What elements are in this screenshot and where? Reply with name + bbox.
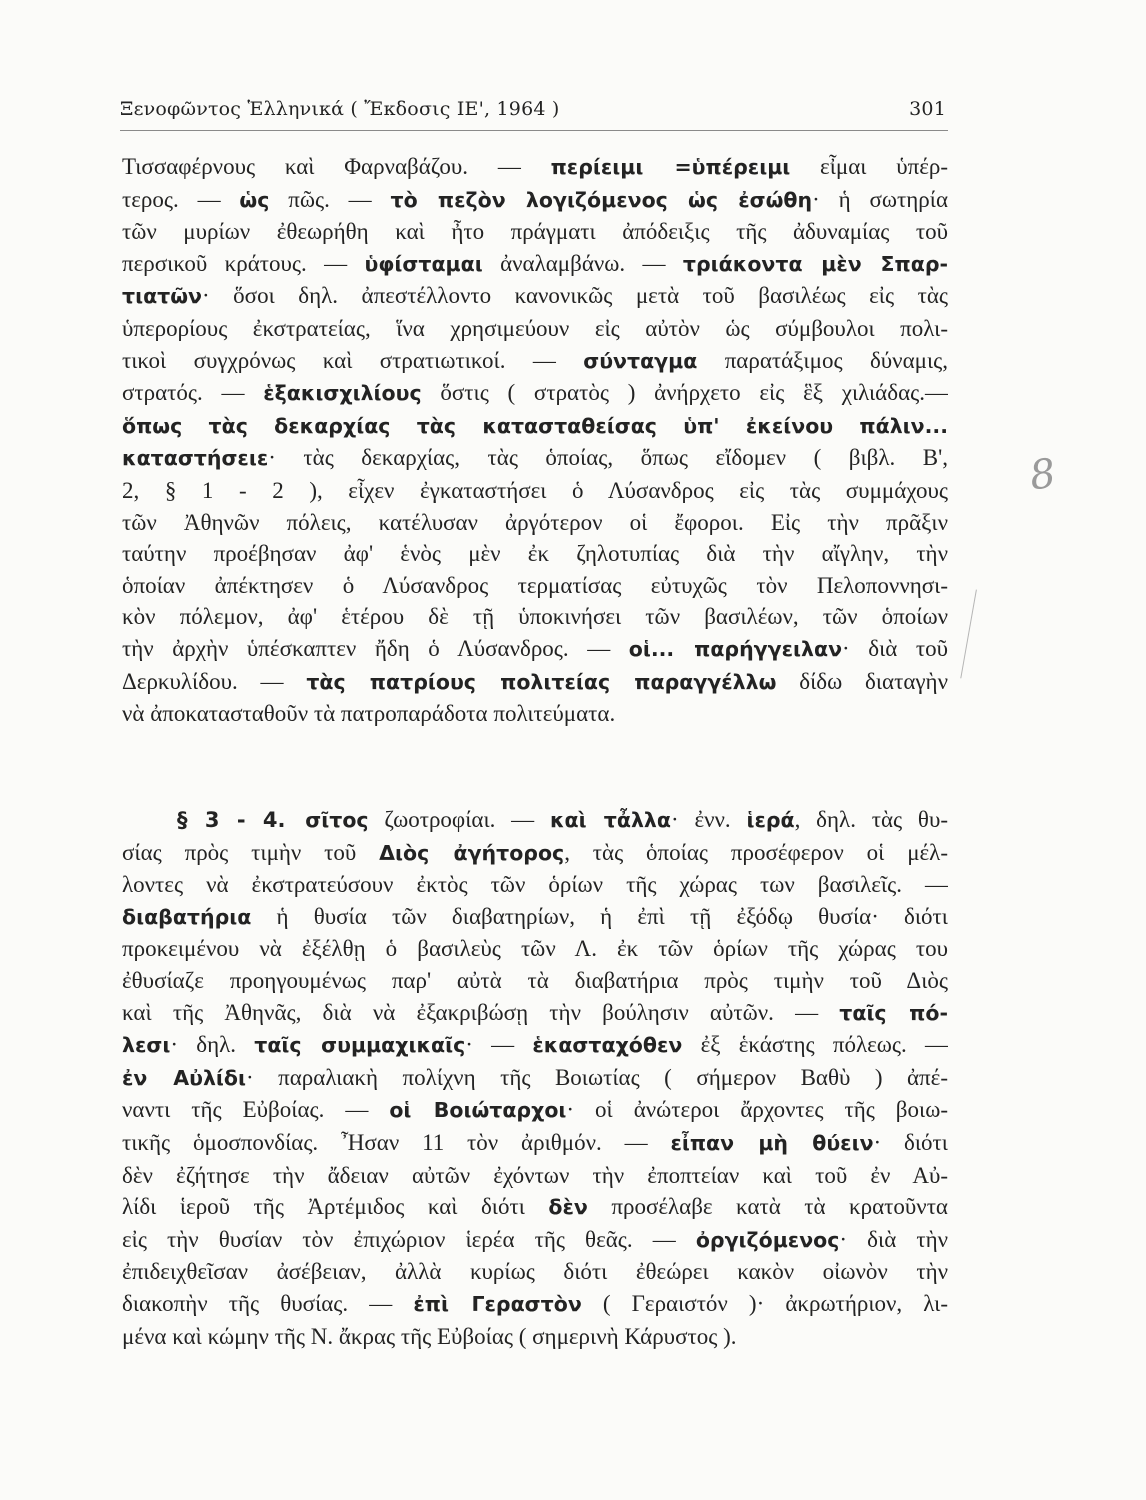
text-line [122, 410, 948, 443]
text-run: ὑπερορίους ἐκστρατείας, ἵνα χρησιμεύουν εἰς αὐτὸν ὡς σύμβουλοι πολι- [122, 315, 948, 341]
text-run: τῶν Ἀθηνῶν πόλεις, κατέλυσαν ἀργότερον οἱ ἔφοροι. Εἰς τὴν πρᾶξιν [122, 509, 948, 535]
lemma-bold: οἱ... παρήγγειλαν [628, 636, 843, 661]
lemma-bold: τὸ πεζὸν λογιζόμενος ὡς ἐσώθη [390, 187, 813, 212]
lemma-bold: ἑκασταχόθεν [532, 1033, 683, 1058]
text-line [122, 869, 948, 901]
text-run: τικοὶ συγχρόνως καὶ στρατιωτικοί. — [122, 347, 584, 373]
text-run: κὸν πόλεμον, ἀφ' ἑτέρου δὲ τῇ ὑποκινήσει τῶν βασιλέων, τῶν ὁποίων [122, 604, 948, 630]
text-run: ἐξ ἑκάστης πόλεως. — [682, 1032, 948, 1058]
lemma-bold: οἱ Βοιώταρχοι [389, 1098, 567, 1123]
text-line [122, 216, 948, 248]
lemma-bold: τιατῶν [122, 284, 203, 309]
header-title: Ξενοφῶντος Ἑλληνικά ( Ἔκδοσις ΙΕ', 1964 ) [120, 98, 560, 120]
text-line [122, 313, 948, 345]
text-line [122, 633, 948, 666]
lemma-bold: ὀργιζόμενος [695, 1227, 840, 1252]
paragraph-2 [122, 804, 948, 1352]
text-run: ἐθυσίαζε προηγουμένως παρ' αὐτὰ τὰ διαβατήρια πρὸς τιμὴν τοῦ Διὸς [122, 967, 948, 993]
text-run: · δηλ. [170, 1032, 255, 1058]
lemma-bold: Διὸς ἀγήτορος [379, 840, 565, 865]
page-number: 301 [909, 98, 946, 120]
text-line [122, 1029, 948, 1062]
text-line [122, 280, 948, 313]
text-run: ναντι τῆς Εὐβοίας. — [122, 1097, 390, 1123]
section-marker: § 3 - 4. [177, 808, 286, 832]
text-run: , δηλ. τὰς θυ- [794, 807, 948, 832]
text-run: ἀναλαμβάνω. — [482, 250, 683, 276]
lemma-bold: ἑξακισχιλίους [263, 381, 422, 406]
text-run: εἰς τὴν θυσίαν τὸν ἐπιχώριον ἱερέα τῆς θεᾶς. — [122, 1226, 696, 1252]
text-run: τικῆς ὁμοσπονδίας. Ἦσαν 11 τὸν ἀριθμόν. — [122, 1129, 671, 1155]
header-rule [120, 130, 948, 131]
text-line [122, 1288, 948, 1321]
text-line [122, 1160, 948, 1192]
lemma-bold: ὡς [239, 187, 270, 212]
text-run: · οἱ ἀνώτεροι ἄρχοντες τῆς βοιω- [566, 1097, 948, 1123]
text-line [122, 1224, 948, 1257]
text-line [122, 151, 948, 184]
text-run: στρατός. — [122, 380, 264, 406]
text-run: ταύτην προέβησαν ἀφ' ἑνὸς μὲν ἐκ ζηλοτυπίας διὰ τὴν αἴγλην, τὴν [122, 541, 948, 567]
text-run: τερος. — [122, 186, 240, 212]
text-run: · ἡ σωτηρία [812, 186, 948, 212]
text-run: προσέλαβε κατὰ τὰ κρατοῦντα [587, 1194, 948, 1220]
lemma-bold: ὅπως τὰς δεκαρχίας τὰς κατασταθείσας ὑπ' ἐκείνου πάλιν... [122, 413, 948, 438]
text-run: ὅστις ( στρατὸς ) ἀνήρχετο εἰς ἓξ χιλιάδας.— [421, 380, 948, 406]
text-run: · ἐνν. [670, 807, 747, 832]
lemma-bold: ὑφίσταμαι [364, 251, 483, 276]
text-line [122, 248, 948, 281]
text-run: λίδι ἱεροῦ τῆς Ἀρτέμιδος καὶ διότι [122, 1194, 549, 1220]
lemma-bold: εἶπαν μὴ θύειν [670, 1130, 874, 1155]
lemma-bold: ἱερά [746, 808, 795, 832]
lemma-bold: ταῖς πό- [839, 1000, 948, 1025]
text-run: · τὰς δεκαρχίας, τὰς ὁποίας, ὅπως εἴδομεν ( βιβλ. Β', [268, 445, 948, 471]
text-line [122, 997, 948, 1030]
handwritten-margin-mark: 8 [1026, 450, 1059, 500]
text-run: ἐπιδειχθεῖσαν ἀσέβειαν, ἀλλὰ κυρίως διότι ἐθεώρει κακὸν οἰωνὸν τὴν [122, 1259, 948, 1285]
text-run: λοντες νὰ ἐκστρατεύσουν ἐκτὸς τῶν ὁρίων τῆς χώρας των βασιλεῖς. — [122, 872, 948, 898]
text-line [122, 345, 948, 378]
text-run: προκειμένου νὰ ἐξέλθῃ ὁ βασιλεὺς τῶν Λ. ἐκ τῶν ὁρίων τῆς χώρας του [122, 936, 948, 962]
text-run: καὶ τῆς Ἀθηνᾶς, διὰ νὰ ἐξακριβώσῃ τὴν βούλησιν αὐτῶν. — [122, 999, 840, 1025]
text-line [122, 666, 948, 699]
text-run: εἶμαι ὑπέρ- [790, 154, 948, 179]
text-line [122, 1191, 948, 1224]
text-run: διακοπὴν τῆς θυσίας. — [122, 1290, 414, 1316]
text-run: · διὰ τὴν [839, 1226, 948, 1252]
lemma-bold: δὲν [548, 1195, 588, 1220]
text-run: ἡ θυσία τῶν διαβατηρίων, ἡ ἐπὶ τῇ ἐξόδῳ θυσία· διότι [251, 903, 948, 929]
text-run: περσικοῦ κράτους. — [122, 250, 365, 276]
lemma-bold: σύνταγμα [583, 348, 698, 373]
text-line [122, 1094, 948, 1127]
text-line [122, 965, 948, 997]
text-run: · παραλιακὴ πολίχνη τῆς Βοιωτίας ( σήμερον Βαθὺ ) ἀπέ- [245, 1064, 948, 1090]
text-line [122, 698, 948, 730]
text-run: παρατάξιμος δύναμις, [697, 347, 948, 373]
text-line [122, 475, 948, 507]
lemma-bold: ἐν Αὐλίδι [122, 1065, 246, 1090]
text-run: δὲν ἐζήτησε τὴν ἄδειαν αὐτῶν ἐχόντων τὴν ἐποπτείαν καὶ τοῦ ἐν Αὐ- [122, 1162, 948, 1188]
text-run: · — [465, 1032, 533, 1058]
lemma-bold: καὶ τἆλλα [549, 808, 671, 832]
text-run: μένα καὶ κώμην τῆς Ν. ἄκρας τῆς Εὐβοίας ( σημερινὴ Κάρυστος ). [122, 1323, 737, 1349]
lemma-bold: ἐπὶ Γεραστὸν [413, 1291, 582, 1316]
handwritten-margin-stroke [960, 590, 988, 681]
text-run: ζωοτροφίαι. — [368, 807, 550, 832]
running-header [120, 98, 946, 120]
text-run: σίας πρὸς τιμὴν τοῦ [122, 839, 380, 865]
text-line [122, 570, 948, 602]
lemma-bold: σῖτος [305, 808, 369, 832]
text-run: τῶν μυρίων ἐθεωρήθη καὶ ἦτο πράγματι ἀπόδειξις τῆς ἀδυναμίας τοῦ [122, 219, 948, 245]
lemma-bold: τὰς πατρίους πολιτείας παραγγέλλω [306, 669, 777, 694]
text-run: · ὅσοι δηλ. ἀπεστέλλοντο κανονικῶς μετὰ τοῦ βασιλέως εἰς τὰς [202, 283, 948, 309]
text-line [122, 1127, 948, 1160]
text-run: , τὰς ὁποίας προσέφερον οἱ μέλ- [564, 839, 948, 865]
text-line [122, 601, 948, 633]
text-run: ( Γεραιστόν )· ἀκρωτήριον, λι- [581, 1290, 948, 1316]
text-line [122, 507, 948, 539]
text-run [290, 807, 306, 832]
text-line [122, 184, 948, 217]
text-line [122, 1256, 948, 1288]
text-run: · διότι [873, 1129, 948, 1155]
text-run: νὰ ἀποκατασταθοῦν τὰ πατροπαράδοτα πολιτεύματα. [122, 701, 616, 727]
text-line [122, 1321, 948, 1353]
text-line [122, 901, 948, 934]
text-run: πῶς. — [269, 186, 391, 212]
text-run: ὁποίαν ἀπέκτησεν ὁ Λύσανδρος τερματίσας εὐτυχῶς τὸν Πελοποννησι- [122, 572, 948, 598]
lemma-bold: λεσι [122, 1033, 171, 1058]
text-line [122, 1062, 948, 1095]
lemma-bold: τριάκοντα μὲν Σπαρ- [682, 251, 948, 276]
lemma-bold: διαβατήρια [122, 904, 252, 929]
text-line [122, 837, 948, 870]
text-line [122, 442, 948, 475]
text-run: · διὰ τοῦ [842, 635, 948, 661]
text-run: δίδω διαταγὴν [776, 668, 948, 694]
text-run: τὴν ἀρχὴν ὑπέσκαπτεν ἤδη ὁ Λύσανδρος. — [122, 635, 629, 661]
paragraph-1 [122, 151, 948, 730]
text-run: Τισσαφέρνους καὶ Φαρναβάζου. — [122, 154, 551, 179]
text-line [122, 804, 948, 837]
text-line [122, 538, 948, 570]
text-line [122, 377, 948, 410]
lemma-bold: ταῖς συμμαχικαῖς [254, 1033, 466, 1058]
lemma-bold: καταστήσειε [122, 446, 269, 471]
text-line [122, 933, 948, 965]
text-run: 2, § 1 - 2 ), εἶχεν ἐγκαταστήσει ὁ Λύσανδρος εἰς τὰς συμμάχους [122, 477, 948, 503]
lemma-bold: περίειμι =ὑπέρειμι [550, 155, 791, 179]
text-run: Δερκυλίδου. — [122, 668, 307, 694]
